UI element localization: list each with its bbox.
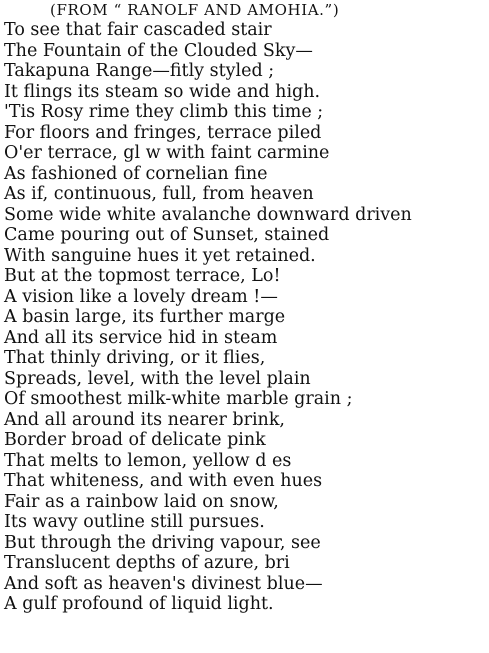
poem-line: Translucent depths of azure, bri bbox=[4, 553, 290, 573]
poem-line: Its wavy outline still pursues. bbox=[4, 512, 265, 532]
poem-line: Some wide white avalanche downward driven bbox=[4, 204, 412, 225]
poem-line: And soft as heaven's divinest blue— bbox=[4, 573, 323, 594]
poem-line: As if, continuous, full, from heaven bbox=[4, 184, 314, 204]
poem-line: As fashioned of cornelian fine bbox=[4, 163, 268, 184]
poem-line: A basin large, its further marge bbox=[4, 307, 286, 327]
poem-line: A gulf profound of liquid light. bbox=[4, 594, 274, 614]
poem-line: The Fountain of the Clouded Sky— bbox=[4, 40, 313, 61]
poem-line: Takapuna Range—fitly styled ; bbox=[4, 61, 275, 81]
poem-line: It flings its steam so wide and high. bbox=[4, 81, 321, 102]
poem-line: Of smoothest milk-white marble grain ; bbox=[4, 389, 353, 409]
poem-body bbox=[4, 20, 412, 615]
poem-line: And all around its nearer brink, bbox=[4, 409, 285, 430]
poem-line: For floors and fringes, terrace piled bbox=[4, 122, 322, 143]
poem-line: That melts to lemon, yellow d es bbox=[4, 450, 292, 471]
poem-line: That thinly driving, or it flies, bbox=[4, 348, 266, 368]
poem-line: Spreads, level, with the level plain bbox=[4, 368, 311, 389]
poem-line: To see that fair cascaded stair bbox=[4, 20, 272, 40]
poem-line: But through the driving vapour, see bbox=[4, 532, 321, 553]
poem-source-heading: (FROM “ RANOLF AND AMOHIA.”) bbox=[50, 1, 340, 19]
poem-line: With sanguine hues it yet retained. bbox=[4, 245, 316, 266]
poem-line: 'Tis Rosy rime they climb this time ; bbox=[4, 102, 324, 122]
poem-line: Border broad of delicate pink bbox=[4, 430, 266, 450]
poem-line: O'er terrace, gl w with faint carmine bbox=[4, 143, 330, 163]
poem-line: But at the topmost terrace, Lo! bbox=[4, 266, 281, 286]
poem-line: Came pouring out of Sunset, stained bbox=[4, 225, 330, 245]
poem-line: Fair as a rainbow laid on snow, bbox=[4, 491, 279, 512]
poem-line: A vision like a lovely dream !— bbox=[4, 286, 278, 307]
poem-line: And all its service hid in steam bbox=[4, 327, 278, 348]
poem-line: That whiteness, and with even hues bbox=[4, 471, 323, 491]
